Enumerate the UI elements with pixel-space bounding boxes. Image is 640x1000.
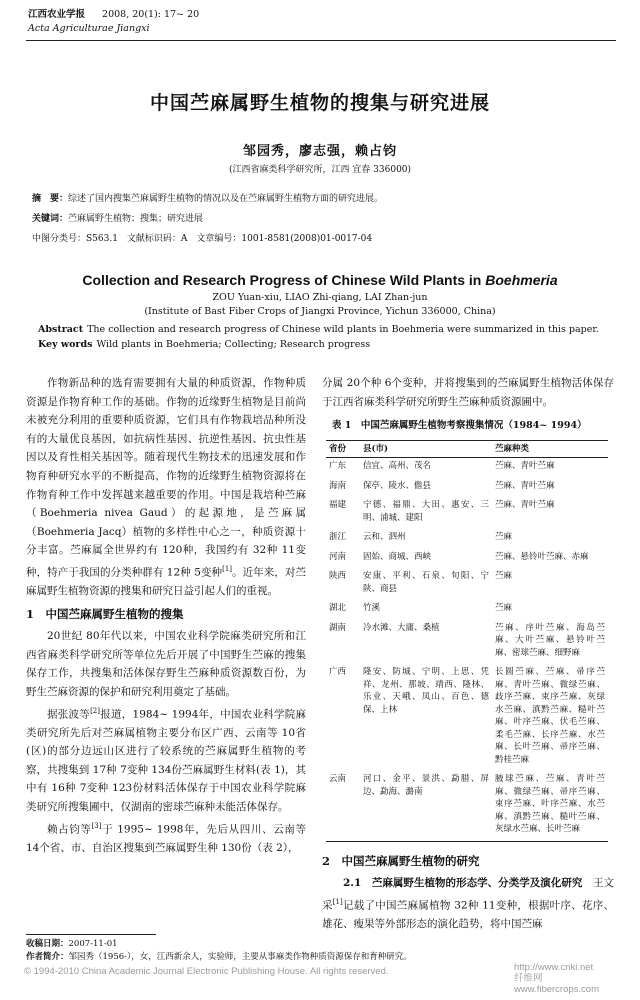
cell-province: 浙江: [329, 532, 347, 543]
cell-counties: 冷水滩、大庸、桑植: [363, 622, 440, 633]
s21-rest: 记载了中国苎麻属植物 32种 11变种，根据叶序、花序、雄花、瘦果等外部形态的演化趋势，将中国苎麻: [322, 899, 614, 931]
abstract-cn-label: 摘 要：: [32, 194, 69, 204]
classification-line: 中图分类号：S563.1 文献标识码：A 文章编号：1001-8581(2008)01-0017-04: [32, 234, 373, 244]
cell-counties: 云和、泗州: [363, 532, 406, 543]
section-2-1-paragraph: [322, 874, 614, 933]
table-row: [326, 600, 608, 620]
table-row: [326, 664, 608, 771]
intro-text: 作物新品种的选育需要拥有大量的种质资源，作物种质资源是作物育种工作的基础。作物的近缘野生植物是目前尚未被充分利用的重要种质资源，它们具有作物栽培品种所没有的大量优良基因，如抗病性基因、抗逆性基因、抗虫性基因以及育性相关基因等。随着现代生物技术的迅速发展和作物育种研究水平的不断提高，作物的近缘野生植物资源将在作物育种工作中发挥越来越重要的作用。中国是栽培种苎麻（Boehmeria nivea Gaud）的起源地，是苎麻属（Boehmeria Jacq）植物的多样性中心之一，种质资源十分丰富。苎麻属全世界约有 120种，我国约有 32种 11变种，特产于我国的分类种群有 12种 5变种: [26, 377, 306, 579]
cell-province: 广西: [329, 667, 347, 678]
cell-counties: 宁德、福鼎、大田、惠安、三明、浦城、建阳: [363, 500, 489, 523]
cell-province: 广东: [329, 461, 347, 472]
table-row: [326, 771, 608, 841]
table-header-province: 省份: [326, 440, 360, 458]
received-date-line: [26, 938, 586, 951]
keywords-cn-label: 关键词：: [32, 214, 69, 224]
cell-species: 苎麻、青叶苎麻: [495, 480, 555, 491]
cell-province: 海南: [329, 480, 347, 491]
table-row: [326, 458, 608, 478]
table-row: [326, 620, 608, 665]
header-rule: [26, 40, 616, 41]
cell-species: 苎麻、悬铃叶苎麻、赤麻: [495, 551, 589, 562]
keywords-cn: [32, 212, 612, 226]
right-continuation-paragraph: 分属 20个种 6个变种，并将搜集到的苎麻属野生植物活体保存于江西省麻类科学研究所野生苎麻种质资源圃中。: [322, 377, 614, 408]
cell-species: 苎麻: [495, 571, 513, 582]
received-label: 收稿日期：: [26, 939, 69, 949]
english-abstract-label: Abstract: [38, 324, 84, 335]
cell-counties: 河口、金平、景洪、勐腊、屏边、勐海、潞南: [360, 771, 492, 841]
abstract-cn-text: 综述了国内搜集苎麻属野生植物的情况以及在苎麻属野生植物方面的研究进展。: [68, 194, 384, 204]
affiliation: (江西省麻类科学研究所，江西 宜春 336000): [228, 165, 412, 175]
intro-paragraph: [26, 374, 306, 601]
intro-end: 。近年来，对苎麻属野生植物资源的搜集和研究日益引起人们的重视。: [26, 566, 306, 598]
citation-ref: [1]: [332, 897, 343, 906]
english-title-main: Collection and Research Progress of Chinese Wild Plants in: [82, 272, 486, 288]
english-keywords: [38, 337, 608, 352]
section-1-paragraph-3: [26, 817, 306, 858]
cell-province: 湖北: [329, 603, 347, 614]
table-row: [326, 529, 608, 549]
footnote-rule: [26, 934, 156, 935]
table-row: [326, 497, 608, 529]
author-bio: 邹园秀（1956-），女，江西新余人，实验师，主要从事麻类作物种质资源保存和育种研究。: [68, 952, 412, 962]
cell-province: 云南: [326, 771, 360, 841]
watermark: [514, 962, 630, 995]
journal-name-en: Acta Agriculturae Jiangxi: [28, 23, 150, 34]
cell-province: 福建: [329, 500, 347, 511]
table-row: [326, 568, 608, 600]
table-header-species: 苎麻种类: [492, 440, 608, 458]
english-title: [0, 272, 640, 288]
keywords-cn-text: 苎麻属野生植物；搜集；研究进展: [68, 214, 204, 224]
cell-province: 湖南: [329, 622, 347, 633]
s1-p2-rest: 报道，1984~ 1994年，中国农业科学院麻类研究所先后对苎麻属植物主要分布区广西、云南等 10省(区)的部分边远山区进行了较系统的苎麻属野生植物的考察，共搜集到 17种 7变种 134份苎麻属野生材料(表 1)，其中有 16种 7变种 123份材料活体保存于中国农业科学院麻类研究所搜集圃中，仅湖南的密球苎麻种未能活体保存。: [26, 708, 306, 814]
table-header-county: 县(市): [360, 440, 492, 458]
paper-title: 中国苎麻属野生植物的搜集与研究进展: [149, 92, 490, 114]
s1-p3-rest: 于 1995~ 1998年，先后从四川、云南等 14个省、市、自治区搜集到苎麻属野生种 130份（表 2），: [26, 823, 306, 854]
cell-species: 腋球苎麻、苎麻、青叶苎麻、微绿苎麻、帚序苎麻、束序苎麻、叶序苎麻、水苎麻、滇黔苎麻、糙叶苎麻、灰绿水苎麻、长叶苎麻: [492, 771, 608, 841]
english-authors: ZOU Yuan-xiu, LIAO Zhi-qiang, LAI Zhan-jun: [212, 292, 428, 303]
cell-counties: 隆安、防城、宁明、上思、凭祥、龙州、那坡、靖西、隆林、乐业、天峨、凤山、百色、德保、上林: [363, 667, 489, 715]
cell-species: 苎麻: [495, 603, 513, 614]
watermark-line-1: http://www.cnki.net: [514, 962, 594, 973]
english-abstract-text: The collection and research progress of Chinese wild plants in Boehmeria were summarized in this paper.: [87, 324, 599, 335]
s1-p2-start: 据张波等: [47, 708, 91, 721]
right-column: [322, 374, 614, 934]
section-1-heading: 1 中国苎麻属野生植物的搜集: [26, 606, 184, 621]
copyright-notice: © 1994-2010 China Academic Journal Electronic Publishing House. All rights reserved.: [24, 966, 389, 977]
english-keywords-label: Key words: [38, 339, 93, 350]
cell-species: 苎麻、青叶苎麻: [495, 500, 555, 511]
cell-counties: 信宜、高州、茂名: [363, 461, 432, 472]
author-bio-line: [26, 951, 586, 964]
watermark-line-2: 纤维网 www.fibercrops.com: [514, 973, 599, 995]
journal-issue: 2008, 20(1): 17~ 20: [102, 9, 200, 20]
cell-species: 苎麻、青叶苎麻: [495, 461, 555, 472]
s21-start: 王文采: [322, 877, 614, 912]
cell-counties: 固始、商城、西峡: [363, 551, 432, 562]
journal-name-cn: 江西农业学报: [28, 9, 86, 20]
citation-ref: [2]: [90, 706, 100, 715]
citation-ref: [1]: [222, 564, 233, 573]
footnote: [26, 938, 586, 964]
table-header-row: [326, 440, 608, 458]
journal-header: [28, 8, 199, 36]
collection-table: [326, 440, 608, 842]
section-1-paragraph-1: 20世纪 80年代以来，中国农业科学院麻类研究所和江西省麻类科学研究所等单位先后开展了中国野生苎麻的搜集保存工作，共搜集和活体保存野生苎麻种质资源数百份，为野生苎麻资源的保护和研究利用奠定了基础。: [26, 630, 306, 698]
english-keywords-text: Wild plants in Boehmeria; Collecting; Research progress: [96, 339, 371, 350]
cell-counties: 竹溪: [363, 603, 381, 614]
cell-counties: 安康、平利、石泉、旬阳、宁陕、商县: [363, 571, 489, 594]
authors: 邹园秀，廖志强，赖占钧: [242, 144, 397, 159]
cell-species: 长圆苎麻、苎麻、帚序苎麻、青叶苎麻、微绿苎麻、歧序苎麻、束序苎麻、灰绿水苎麻、滇黔苎麻、糙叶苎麻、叶序苎麻、伏毛苎麻、柔毛苎麻、长序苎麻、水苎麻、长叶苎麻、帚序苎麻、黔桂苎麻: [495, 667, 605, 765]
english-abstract-block: [38, 322, 608, 352]
section-2-1-heading: 2.1 苎麻属野生植物的形态学、分类学及演化研究: [343, 877, 583, 890]
table-row: [326, 478, 608, 498]
section-2-heading: 2 中国苎麻属野生植物的研究: [322, 853, 480, 868]
table-caption: 表 1 中国苎麻属野生植物考察搜集情况（1984~ 1994）: [332, 420, 587, 432]
author-bio-label: 作者简介：: [26, 952, 69, 962]
cell-species: 苎麻: [495, 532, 513, 543]
s1-p3-start: 赖占钧等: [47, 823, 92, 836]
citation-ref: [3]: [91, 821, 102, 830]
english-abstract: [38, 322, 608, 337]
section-1-paragraph-2: [26, 702, 306, 817]
english-affiliation: (Institute of Bast Fiber Crops of Jiangxi Province, Yichun 336000, China): [144, 306, 496, 317]
received-date: 2007-11-01: [68, 939, 118, 949]
english-title-genus: Boehmeria: [485, 272, 558, 288]
cell-species: 苎麻、序叶苎麻、海岛苎麻、大叶苎麻、悬铃叶苎麻、密球苎麻、细野麻: [495, 622, 605, 658]
cell-province: 陕西: [329, 571, 347, 582]
left-column: [26, 374, 306, 857]
abstract-cn: [32, 192, 612, 206]
table-row: [326, 549, 608, 569]
cell-counties: 保亭、陵水、儋县: [363, 480, 432, 491]
cell-province: 河南: [329, 551, 347, 562]
